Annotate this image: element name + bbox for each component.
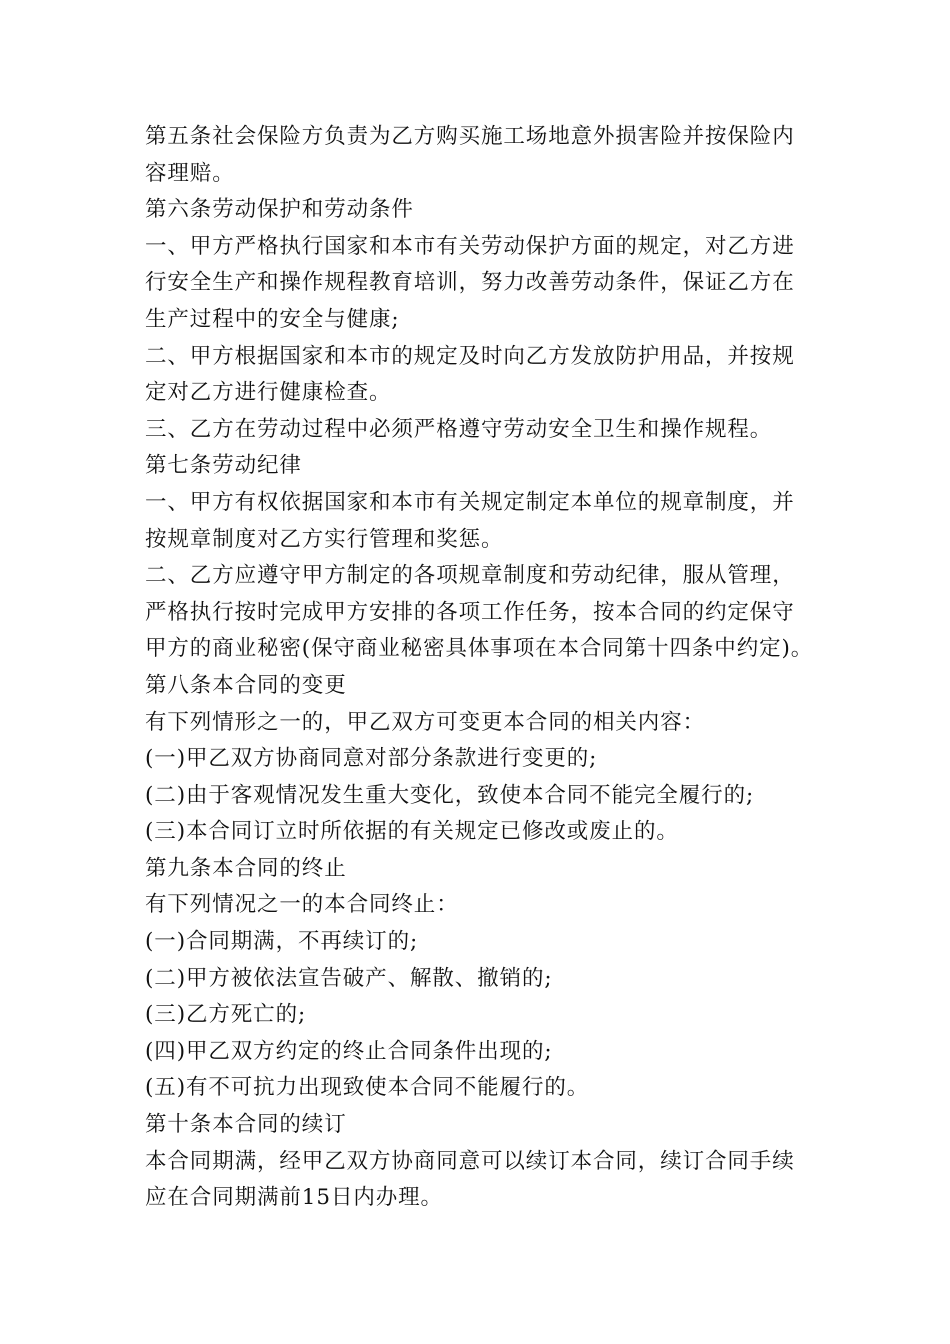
list-item: (三)乙方死亡的; (145, 1002, 307, 1028)
text-line: 严格执行按时完成甲方安排的各项工作任务，按本合同的约定保守 (145, 599, 795, 625)
section-heading: 第八条本合同的变更 (145, 672, 347, 698)
text-line: 按规章制度对乙方实行管理和奖惩。 (145, 526, 504, 552)
text-line: 本合同期满，经甲乙双方协商同意可以续订本合同，续订合同手续 (145, 1148, 795, 1174)
text-line: 有下列情况之一的本合同终止： (145, 892, 459, 918)
document-body (145, 119, 815, 1217)
text-line: 二、乙方应遵守甲方制定的各项规章制度和劳动纪律，服从管理， (145, 563, 795, 589)
text-line: 二、甲方根据国家和本市的规定及时向乙方发放防护用品，并按规 (145, 343, 795, 369)
text-line: 有下列情形之一的，甲乙双方可变更本合同的相关内容： (145, 709, 706, 735)
text-line: 第五条社会保险方负责为乙方购买施工场地意外损害险并按保险内 (145, 124, 795, 149)
list-item: (四)甲乙双方约定的终止合同条件出现的; (145, 1038, 553, 1064)
list-item: (五)有不可抗力出现致使本合同不能履行的。 (145, 1075, 590, 1101)
text-line: 一、甲方严格执行国家和本市有关劳动保护方面的规定，对乙方进 (145, 233, 795, 259)
text-line: 三、乙方在劳动过程中必须严格遵守劳动安全卫生和操作规程。 (145, 416, 773, 442)
list-item: (三)本合同订立时所依据的有关规定已修改或废止的。 (145, 819, 679, 845)
list-item: (二)由于客观情况发生重大变化，致使本合同不能完全履行的; (145, 782, 755, 808)
section-heading: 第九条本合同的终止 (145, 855, 347, 881)
section-heading: 第六条劳动保护和劳动条件 (145, 197, 414, 223)
text-line: 定对乙方进行健康检查。 (145, 380, 392, 406)
text-line: 一、甲方有权依据国家和本市有关规定制定本单位的规章制度，并 (145, 489, 795, 515)
list-item: (一)合同期满，不再续订的; (145, 929, 419, 955)
section-heading: 第十条本合同的续订 (145, 1112, 347, 1138)
section-heading: 第七条劳动纪律 (145, 453, 302, 479)
text-line: 应在合同期满前15日内办理。 (145, 1185, 443, 1211)
text-line: 生产过程中的安全与健康; (145, 306, 400, 332)
text-line: 行安全生产和操作规程教育培训，努力改善劳动条件，保证乙方在 (145, 270, 795, 296)
text-line: 甲方的商业秘密(保守商业秘密具体事项在本合同第十四条中约定)。 (145, 636, 814, 662)
list-item: (二)甲方被依法宣告破产、解散、撤销的; (145, 965, 553, 991)
list-item: (一)甲乙双方协商同意对部分条款进行变更的; (145, 746, 598, 772)
text-line: 容理赔。 (145, 160, 235, 186)
